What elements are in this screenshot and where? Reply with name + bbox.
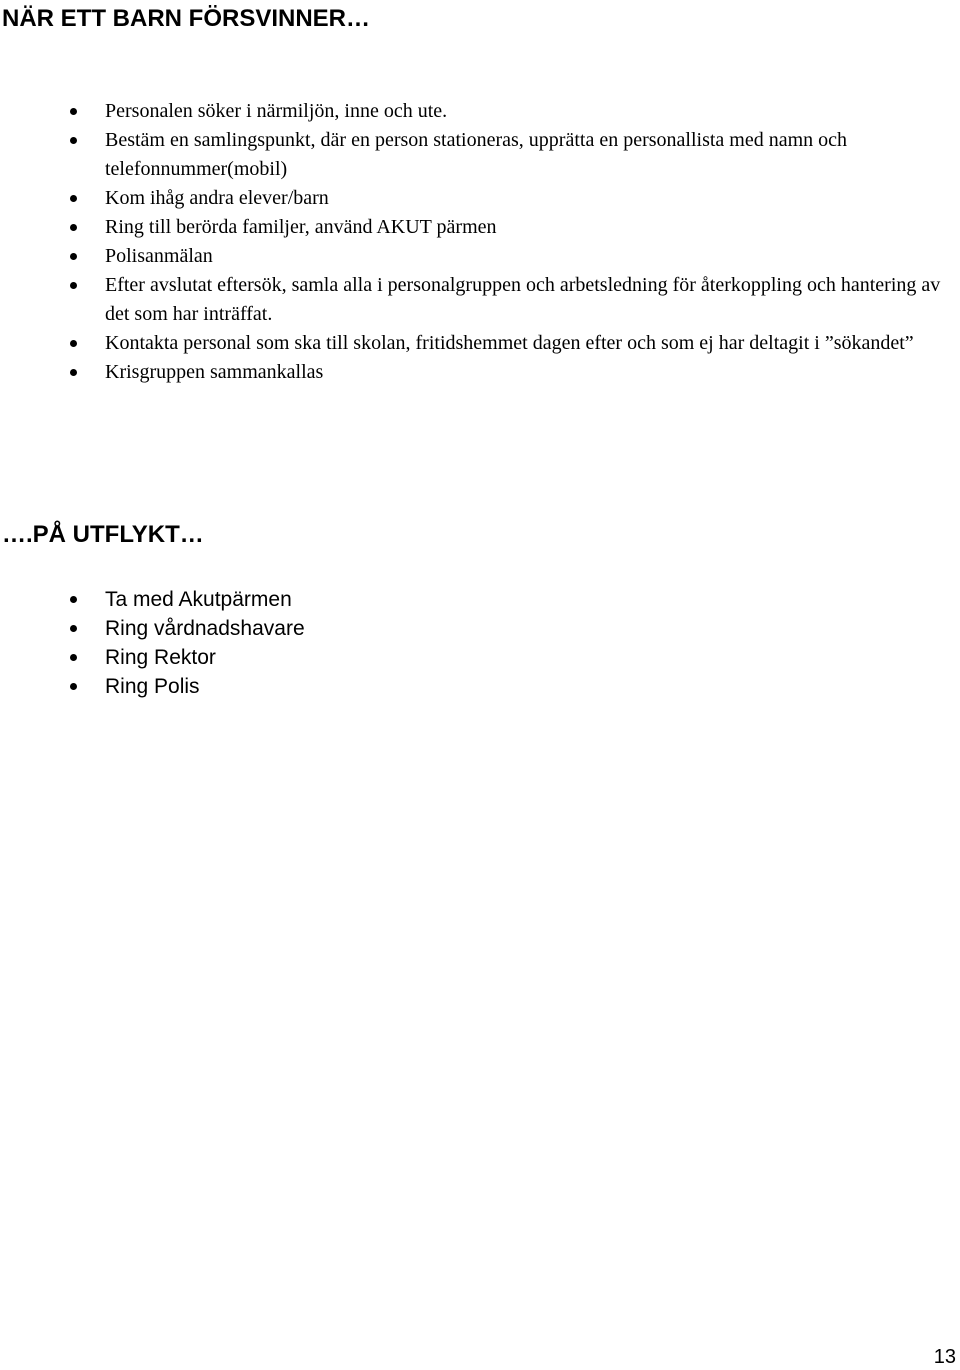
bullet-icon (70, 137, 77, 144)
bullet-icon (70, 369, 77, 376)
bullet-icon (70, 654, 77, 661)
bullet-icon (70, 195, 77, 202)
list-item (0, 585, 960, 614)
list-item (0, 358, 960, 387)
list-item-text: Ring Polis (105, 675, 200, 698)
list-item (0, 614, 960, 643)
bullet-icon (70, 108, 77, 115)
list-item-text: Krisgruppen sammankallas (105, 361, 324, 383)
list-item (0, 672, 960, 701)
list-item (0, 184, 960, 213)
list-item-text: Personalen söker i närmiljön, inne och ute. (105, 100, 448, 122)
excursion-checklist (0, 585, 960, 701)
list-item (0, 213, 960, 242)
list-item (0, 97, 960, 126)
list-item-text: Ta med Akutpärmen (105, 588, 292, 611)
bullet-icon (70, 596, 77, 603)
page-number: 13 (933, 1346, 956, 1368)
bullet-icon (70, 282, 77, 289)
section-heading-excursion: ….PÅ UTFLYKT… (2, 521, 204, 548)
list-item-text: Ring till berörda familjer, använd AKUT pärmen (105, 216, 497, 238)
bullet-icon (70, 683, 77, 690)
bullet-icon (70, 340, 77, 347)
bullet-icon (70, 253, 77, 260)
list-item-text: Ring Rektor (105, 646, 216, 669)
list-item-text: Kontakta personal som ska till skolan, fritidshemmet dagen efter och som ej har deltagit i ”sökandet” (105, 332, 914, 354)
list-item (0, 242, 960, 271)
section-heading-missing-child: NÄR ETT BARN FÖRSVINNER… (2, 5, 371, 32)
list-item-text: Kom ihåg andra elever/barn (105, 187, 329, 209)
list-item-text: Bestäm en samlingspunkt, där en person stationeras, upprätta en personallista med namn och telefonnummer(mobil) (105, 129, 848, 180)
list-item (0, 271, 960, 329)
bullet-icon (70, 224, 77, 231)
missing-child-checklist (0, 97, 960, 387)
list-item (0, 329, 960, 358)
list-item-text: Efter avslutat eftersök, samla alla i personalgruppen och arbetsledning för återkoppling och hantering av det som har inträffat. (105, 274, 941, 325)
list-item (0, 126, 960, 184)
list-item (0, 643, 960, 672)
list-item-text: Ring vårdnadshavare (105, 617, 305, 640)
list-item-text: Polisanmälan (105, 245, 213, 267)
bullet-icon (70, 625, 77, 632)
